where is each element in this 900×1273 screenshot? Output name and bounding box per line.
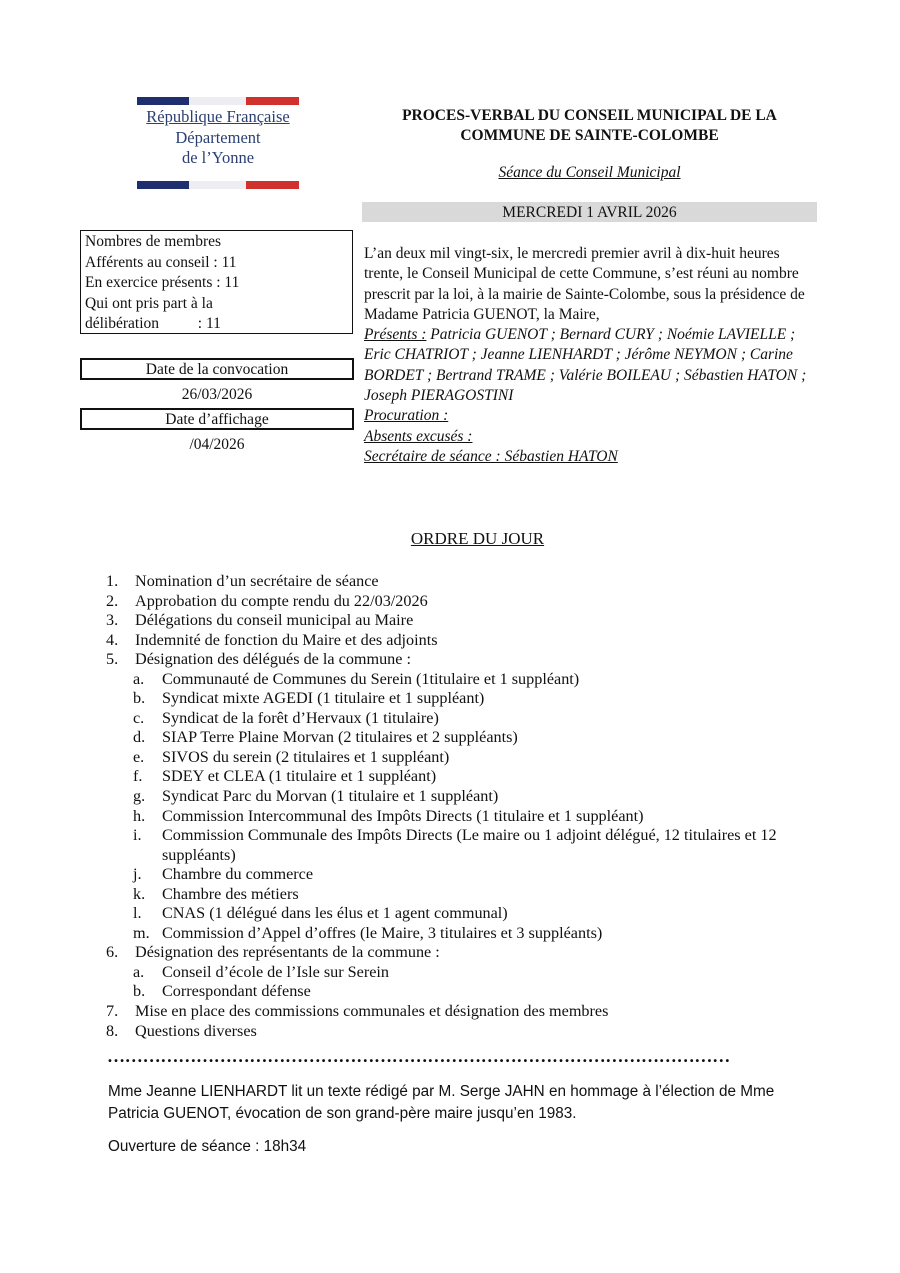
agenda-subitem — [106, 904, 826, 924]
agenda-item-number: 3. — [106, 611, 119, 630]
agenda-item-text: Chambre du commerce — [162, 865, 314, 884]
agenda-item-number: m. — [133, 923, 150, 942]
agenda-item-text: Commission Intercommunal des Impôts Directs (1 titulaire et 1 suppléant) — [162, 806, 644, 825]
dotted-separator: …………………………………………………………………………………………… — [107, 1046, 731, 1066]
agenda-item-text: Conseil d’école de l’Isle sur Serein — [162, 962, 390, 981]
agenda-item-text: Mise en place des commissions communales et désignation des membres — [135, 1002, 609, 1021]
ouverture-line: Ouverture de séance : 18h34 — [108, 1138, 307, 1155]
agenda-item-text: Nomination d’un secrétaire de séance — [135, 572, 379, 590]
title-line-2: COMMUNE DE SAINTE-COLOMBE — [460, 127, 719, 144]
agenda-item — [106, 631, 826, 651]
members-line: Qui ont pris part à la — [85, 294, 213, 312]
members-box — [80, 230, 353, 334]
republique-logo — [137, 97, 299, 190]
agenda-item — [106, 943, 826, 963]
intro-block — [364, 244, 814, 467]
agenda-subitem — [106, 963, 826, 983]
agenda-item-number: 4. — [106, 630, 119, 649]
members-line: En exercice présents : 11 — [85, 274, 240, 291]
agenda-item-number: b. — [133, 982, 146, 1001]
document-title — [362, 106, 817, 146]
agenda-subitem — [106, 767, 826, 787]
procuration-line: Procuration : — [364, 407, 449, 425]
secretaire-line: Secrétaire de séance : Sébastien HATON — [364, 447, 618, 465]
convocation-date: 26/03/2026 — [181, 386, 253, 403]
affichage-label-box: Date d’affichage — [80, 408, 354, 430]
agenda-item-text: Désignation des délégués de la commune : — [135, 650, 412, 669]
agenda-item-text: Correspondant défense — [162, 982, 311, 1001]
agenda-item-number: d. — [133, 728, 146, 747]
logo-line-republique: République Française — [146, 107, 290, 126]
agenda-item-text: Désignation des représentants de la commune : — [135, 943, 440, 962]
agenda-item-text: SIAP Terre Plaine Morvan (2 titulaires et 2 suppléants) — [162, 728, 518, 747]
agenda-item-text: Syndicat de la forêt d’Hervaux (1 titulaire) — [162, 708, 439, 727]
agenda-item-number: e. — [133, 747, 145, 766]
agenda-subitem — [106, 709, 826, 729]
agenda-item-number: b. — [133, 689, 146, 708]
agenda-item-number: c. — [133, 708, 145, 727]
agenda-subitem — [106, 885, 826, 905]
agenda-subitem — [106, 865, 826, 885]
presents-list: Patricia GUENOT ; Bernard CURY ; Noémie LAVIELLE ; Eric CHATRIOT ; Jeanne LIENHARDT ; Jérôme NEYMON ; Carine BORDET ; Bertrand TRAME ; Valérie BOILEAU ; Sébastien HATON ; Joseph PIERAGOSTINI — [364, 326, 807, 405]
agenda-item-number: h. — [133, 806, 146, 825]
ordre-du-jour-list — [106, 572, 826, 1041]
agenda-subitem — [106, 670, 826, 690]
title-line-1: PROCES-VERBAL DU CONSEIL MUNICIPAL DE LA — [402, 107, 777, 124]
agenda-item-text: Questions diverses — [135, 1021, 257, 1040]
agenda-item-number: g. — [133, 787, 146, 806]
flag-stripe-bottom — [137, 181, 299, 189]
agenda-item-text: Commission d’Appel d’offres (le Maire, 3 titulaires et 3 suppléants) — [162, 923, 603, 942]
agenda-subitem — [106, 689, 826, 709]
agenda-item-text: Syndicat mixte AGEDI (1 titulaire et 1 suppléant) — [162, 689, 485, 708]
logo-text — [127, 107, 309, 169]
agenda-subitem — [106, 748, 826, 768]
agenda-item-number: j. — [133, 865, 142, 884]
agenda-item-number: 6. — [106, 943, 119, 962]
agenda-item-text: CNAS (1 délégué dans les élus et 1 agent communal) — [162, 904, 508, 923]
agenda-item-text: SIVOS du serein (2 titulaires et 1 suppléant) — [162, 747, 450, 766]
meeting-date-bar: MERCREDI 1 AVRIL 2026 — [362, 202, 817, 222]
agenda-item-text: Délégations du conseil municipal au Maire — [135, 611, 414, 630]
agenda-item-text: Indemnité de fonction du Maire et des adjoints — [135, 630, 438, 649]
agenda-item — [106, 1002, 826, 1022]
agenda-item-number: a. — [133, 962, 145, 981]
agenda-item-number: 1. — [106, 572, 119, 590]
agenda-item — [106, 650, 826, 670]
logo-line-departement: Département — [175, 127, 261, 147]
agenda-subitem — [106, 924, 826, 944]
agenda-subitem — [106, 982, 826, 1002]
ordre-du-jour-title: ORDRE DU JOUR — [410, 529, 545, 548]
presents-label: Présents : — [364, 326, 427, 344]
agenda-item — [106, 592, 826, 612]
agenda-subitem — [106, 826, 826, 865]
presents-line — [364, 325, 814, 406]
members-line: Afférents au conseil : 11 — [85, 253, 237, 271]
agenda-item-number: 7. — [106, 1002, 119, 1021]
agenda-item-number: 5. — [106, 650, 119, 669]
agenda-item-text: SDEY et CLEA (1 titulaire et 1 suppléant) — [162, 767, 437, 786]
agenda-item-number: k. — [133, 884, 146, 903]
tribute-paragraph: Mme Jeanne LIENHARDT lit un texte rédigé par M. Serge JAHN en hommage à l’élection de Mme Patricia GUENOT, évocation de son grand-père maire jusqu’en 1983. — [108, 1083, 775, 1122]
seance-subtitle: Séance du Conseil Municipal — [498, 164, 681, 181]
agenda-item-number: 2. — [106, 591, 119, 610]
absents-line: Absents excusés : — [364, 427, 473, 445]
agenda-item — [106, 572, 826, 592]
agenda-item-number: 8. — [106, 1021, 119, 1040]
agenda-item-number: l. — [133, 904, 142, 923]
members-line: Nombres de membres — [85, 233, 222, 250]
agenda-item-number: a. — [133, 669, 145, 688]
intro-paragraph: L’an deux mil vingt-six, le mercredi premier avril à dix-huit heures trente, le Conseil Municipal de cette Commune, s’est réuni au nombre prescrit par la loi, à la mairie de Sainte-Colombe, sous la présidence de Madame Patricia GUENOT, la Maire, — [364, 245, 805, 323]
agenda-item-text: Approbation du compte rendu du 22/03/2026 — [135, 591, 428, 610]
agenda-item-number: f. — [133, 767, 143, 786]
agenda-subitem — [106, 787, 826, 807]
agenda-item-number: i. — [133, 826, 142, 845]
convocation-label-box: Date de la convocation — [80, 358, 354, 380]
agenda-item-text: Syndicat Parc du Morvan (1 titulaire et 1 suppléant) — [162, 787, 499, 806]
agenda-subitem — [106, 807, 826, 827]
agenda-item-text: Communauté de Communes du Serein (1titulaire et 1 suppléant) — [162, 669, 580, 688]
members-line: délibération : 11 — [85, 315, 221, 332]
logo-line-yonne: de l’Yonne — [181, 148, 255, 167]
flag-stripe-top — [137, 97, 299, 105]
affichage-date: /04/2026 — [189, 436, 245, 453]
agenda-item — [106, 611, 826, 631]
agenda-subitem — [106, 728, 826, 748]
agenda-item — [106, 1022, 826, 1042]
agenda-item-text: Commission Communale des Impôts Directs (Le maire ou 1 adjoint délégué, 12 titulaires et 12 suppléants) — [162, 826, 777, 864]
agenda-item-text: Chambre des métiers — [162, 884, 299, 903]
